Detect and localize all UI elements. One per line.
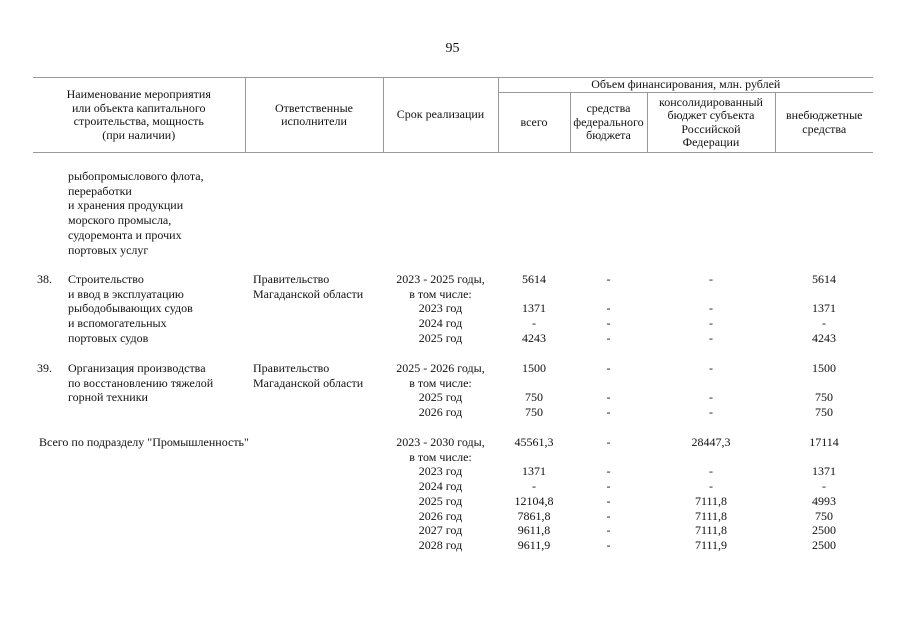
item-name: Организация производства по восстановлению тяжелой горной техники <box>68 361 214 405</box>
total-totals: 45561,3 1371 - 12104,8 7861,8 9611,8 9611,9 <box>514 435 554 552</box>
item-federal: - - - - <box>606 272 611 345</box>
total-periods: 2023 - 2030 годы, в том числе: 2023 год 2024 год 2025 год 2026 год 2027 год 2028 год <box>396 435 485 552</box>
total-extra: 17114 1371 - 4993 750 2500 2500 <box>809 435 839 552</box>
page-number: 95 <box>445 41 460 56</box>
header-regional: консолидированный бюджет субъекта Российской Федерации <box>647 93 775 153</box>
header-name: Наименование мероприятия или объекта капитального строительства, мощность (при наличии) <box>33 78 245 153</box>
item-executor: Правительство Магаданской области <box>253 272 364 301</box>
total-label: Всего по подразделу "Промышленность" <box>39 435 249 449</box>
header-total: всего <box>498 93 570 153</box>
item-extra: 5614 1371 - 4243 <box>812 272 836 345</box>
header-federal: средства федерального бюджета <box>570 93 647 153</box>
header-executors: Ответственные исполнители <box>245 78 383 153</box>
item-number: 38. <box>37 272 52 286</box>
item-federal: - - - <box>606 361 611 420</box>
item-periods: 2025 - 2026 годы, в том числе: 2025 год 2026 год <box>396 361 485 420</box>
item-name: Строительство и ввод в эксплуатацию рыбодобывающих судов и вспомогательных портовых судов <box>68 272 193 345</box>
table-header <box>33 77 873 153</box>
header-period: Срок реализации <box>383 78 498 153</box>
item-executor: Правительство Магаданской области <box>253 361 364 390</box>
item-number: 39. <box>37 361 52 375</box>
item-extra: 1500 750 750 <box>812 361 836 420</box>
item-totals: 1500 750 750 <box>522 361 546 420</box>
item-regional: - - - <box>709 361 713 420</box>
total-federal: - - - - - - - <box>606 435 611 552</box>
item-totals: 5614 1371 - 4243 <box>522 272 546 345</box>
header-extra: внебюджетные средства <box>775 93 873 153</box>
header-funding: Объем финансирования, млн. рублей <box>498 78 873 93</box>
item-periods: 2023 - 2025 годы, в том числе: 2023 год 2024 год 2025 год <box>396 272 485 345</box>
total-regional: 28447,3 - - 7111,8 7111,8 7111,8 7111,9 <box>691 435 731 552</box>
item-regional: - - - - <box>709 272 713 345</box>
continued-item-name: рыбопромыслового флота, переработки и хранения продукции морского промысла, судоремонта и прочих портовых услуг <box>68 169 204 257</box>
